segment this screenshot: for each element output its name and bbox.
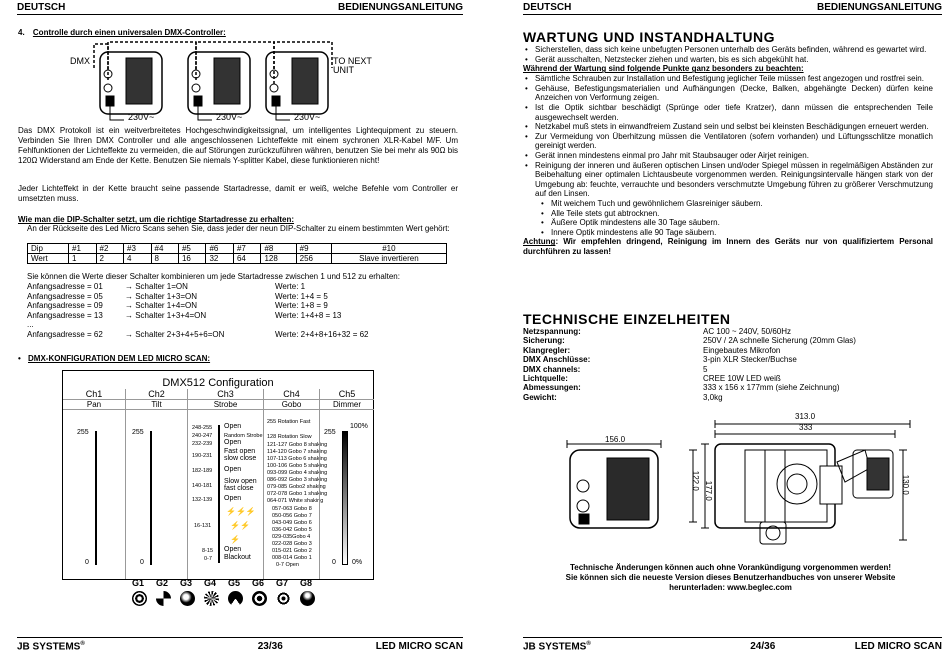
dimension-height-side: 130.0 — [900, 474, 910, 495]
maintenance-points — [523, 74, 933, 199]
table-row: Wert 1 2 4 8 16 32 64 128 256 Slave invertieren — [28, 254, 447, 264]
dimension-height: 177.0 — [703, 480, 713, 501]
gobo-1-icon — [132, 591, 147, 606]
footer-brand: JB SYSTEMS® — [17, 641, 85, 653]
list-item: • Zur Vermeidung von Überhitzung müssen die Ventilatoren (sofern vorhanden) und Lüftungsschlitze monatlich gereinigt werden. — [523, 132, 933, 151]
lightning-icon: ⚡⚡⚡ — [226, 507, 256, 516]
list-item: • Gehäuse, Befestigungsmaterialien und Aufhängungen (Decke, Balken, abgehängte Decken) dürfen keine Anzeichen von Verformung zeigen. — [523, 84, 933, 103]
dimension-illustration — [565, 410, 915, 555]
list-item: • Gerät innen mindestens einmal pro Jahr mit Staubsauger oder Airjet reinigen. — [523, 151, 933, 161]
gobo-5-icon — [228, 591, 243, 606]
dip-switch-table — [27, 243, 447, 264]
page-number: 23/36 — [257, 641, 283, 652]
page-header — [523, 2, 942, 15]
section-heading: 4. Controlle durch einen universalen DMX-Controller: — [18, 28, 226, 37]
list-item: • Sämtliche Schrauben zur Installation und Befestigung jeglicher Teile müssen fest angezogen und rostfrei sein. — [523, 74, 933, 84]
right-page — [475, 0, 950, 654]
tech-specs-table: Netzspannung: AC 100 ~ 240V, 50/60Hz Sicherung: 250V / 2A schnelle Sicherung (20mm Glas) Klangregler: Eingebautes Mikrofon DMX Anschlüsse: 3-pin XLR Stecker/Buchse DMX channels: 5 Lichtquelle: CREE 10W LED weiß Abmessungen: 333 x 156 x 177mm (siehe Zeichnung) Gewicht: 3,0kg — [523, 327, 856, 402]
list-item: • Äußere Optik mindestens alle 30 Tage säubern. — [523, 218, 933, 228]
maintenance-list — [523, 45, 933, 64]
dimmer-gradient-bar — [342, 431, 348, 565]
list-item: • Mit weichem Tuch und gewöhnlichem Glasreiniger säubern. — [523, 199, 933, 209]
channel-2-column: Ch2 Tilt 255 0 — [125, 389, 187, 579]
gobo-6-icon — [252, 591, 267, 606]
dmx-label: DMX — [70, 56, 90, 66]
footer-brand: JB SYSTEMS® — [523, 641, 591, 653]
dmx-configuration-chart — [62, 370, 374, 580]
dimension-height-inner: 122.0 — [690, 470, 700, 491]
combine-text: Sie können die Werte dieser Schalter kombinieren um jede Startadresse zwischen 1 und 512 zu erhalten: — [27, 272, 400, 281]
maintenance-title: WARTUNG UND INSTANDHALTUNG — [523, 29, 776, 45]
footer-product: LED MICRO SCAN — [854, 641, 942, 652]
next-unit-label-2: UNIT — [333, 65, 354, 75]
start-address-paragraph: Jeder Lichteffekt in der Kette braucht seine passende Startadresse, damit er weiß, welche Befehle vom Controller er umsetzten muss. — [18, 184, 458, 203]
gobo-7-icon — [276, 591, 291, 606]
list-item: • Ist die Optik sichtbar beschädigt (Sprünge oder tiefe Kratzer), dann müssen die entsprechenden Teile ausgewechselt werden. — [523, 103, 933, 122]
dmx-protocol-paragraph: Das DMX Protokoll ist ein weitverbreitetes Hochgeschwindigkeitssignal, um intelligentes Lightequipment zu steuern. Verbinden Sie Ihren DMX Controller und alle angeschlossenen Lichteffekte mit einem sychronen XLR-Kabel M/F. Um Fehlfunktionen der Lichteffekte zu vermeiden, die auf Störungen zurückzuführen währen, benutzen Sie bei mehr als 90Ω bis 120Ω Widerstand am Ende der Kette. Benutzen Sie niemals Y-splitter Kabel, diese funktionieren nicht! — [18, 126, 458, 165]
lightning-icon: ⚡⚡ — [230, 521, 250, 530]
dmx-config-heading: • DMX-KONFIGURATION DEM LED MICRO SCAN: — [18, 354, 211, 363]
channel-3-column: Ch3 Strobe 248-255 Open 240-247 Random Strobe 232-239 Open 190-231 Fast open slow close 182-189 Open 140-181 Slow open fast close 132-139 Open ⚡⚡⚡ 16-131 ⚡⚡ ⚡ 8-15 Open 0-7 Blackout — [187, 389, 263, 579]
header-language: DEUTSCH — [523, 2, 572, 13]
dip-heading: Wie man die DIP-Schalter setzt, um die richtige Startadresse zu erhalten: — [18, 215, 295, 224]
tech-specs-title: TECHNISCHE EINZELHEITEN — [523, 311, 731, 327]
voltage-label-2: 230V~ — [216, 112, 243, 122]
header-title: BEDIENUNGSANLEITUNG — [816, 2, 942, 13]
list-item: • Gerät ausschalten, Netzstecker ziehen und warten, bis es sich abgekühlt hat. — [523, 55, 933, 65]
voltage-label-1: 230V~ — [128, 112, 155, 122]
gobo-8-icon — [300, 591, 315, 606]
dimension-drawing — [565, 410, 915, 555]
page-number: 24/36 — [750, 641, 776, 652]
attention-note: Achtung: Wir empfehlen dringend, Reinigung im Innern des Geräts nur von qualifiziertem Personal durchführen zu lassen! — [523, 237, 933, 256]
channel-4-column: Ch4 Gobo 255 Rotation Fast 128 Rotation Slow 121-127 Gobo 8 shaking 114-120 Gobo 7 shaking 107-113 Gobo 6 shaking 100-106 Gobo 5 shaking 093-099 Gobo 4 shaking 086-092 Gobo 3 shaking 079-085 Gobo2 shaking 072-078 Gobo 1 shaking 064-071 White shaking 057-063 Gobo 8 050-056 Gobo 7 043-049 Gobo 6 036-042 Gobo 5 029-035Gobo 4 022-028 Gobo 3 015-021 Gobo 2 008-014 Gobo 1 0-7 Open — [263, 389, 319, 579]
lightning-icon: ⚡ — [230, 535, 240, 544]
gobo-4-icon — [204, 591, 219, 606]
list-item: • Innere Optik mindestens alle 90 Tage säubern. — [523, 228, 933, 238]
next-unit-label: TO NEXT — [333, 56, 372, 66]
address-examples: Anfangsadresse = 01 → Schalter 1=ON Werte: 1 Anfangsadresse = 05 → Schalter 1+3=ON Werte: 1+4 = 5 Anfangsadresse = 09 → Schalter 1+4=ON Werte: 1+8 = 9 Anfangsadresse = 13 → Schalter 1+3+4=ON Werte: 1+4+8 = 13 ... Anfangsadresse = 62 → Schalter 2+3+4+5+6=ON Werte: 2+4+8+16+32 = 62 — [27, 282, 369, 339]
page-header — [17, 2, 463, 15]
dip-intro: An der Rückseite des Led Micro Scans sehen Sie, dass jeder der neun DIP-Schalter zu einem bestimmten Wert gehört: — [27, 224, 450, 233]
section-title: Controlle durch einen universalen DMX-Controller: — [32, 28, 226, 37]
page-footer — [17, 637, 463, 653]
gobo-2-icon — [156, 591, 171, 606]
maintenance-subheading: Während der Wartung sind folgende Punkte ganz besonders zu beachten: — [523, 64, 804, 74]
header-language: DEUTSCH — [17, 2, 66, 13]
list-item: • Alle Teile stets gut abtrocknen. — [523, 209, 933, 219]
channel-5-column: Ch5 Dimmer 255 0 100% 0% — [319, 389, 374, 579]
list-item: • Sicherstellen, dass sich keine unbefugten Personen unterhalb des Geräts befinden, während es gewartet wird. — [523, 45, 933, 55]
header-title: BEDIENUNGSANLEITUNG — [337, 2, 463, 13]
list-item: • Reinigung der inneren und äußeren optischen Linsen und/oder Spiegel müssen in regelmäßigen Abständen zur Beibehaltung einer optimalen Lichtausbeute vorgenommen werden. Reinigungsintervalle hängen stark von der Umgebung ab: feuchte, verrauchte und besonders verschmutzte Umgebung führen zu größerer Verschmutzung auf den Linsen. — [523, 161, 933, 199]
page-footer — [523, 637, 942, 653]
table-row: Dip #1 #2 #3 #4 #5 #6 #7 #8 #9 #10 — [28, 244, 447, 254]
notice: Technische Änderungen können auch ohne Vorankündigung vorgenommen werden! Sie können sich die neueste Version dieses Benutzerhandbuches von unserer Website herunterladen: www.beglec.com — [565, 563, 896, 592]
channel-1-column: Ch1 Pan 255 0 — [63, 389, 125, 579]
dimension-total: 333 — [799, 423, 813, 432]
dmx-chain-diagram — [70, 40, 390, 125]
maintenance-section — [523, 45, 933, 256]
footer-product: LED MICRO SCAN — [375, 641, 463, 652]
gobo-3-icon — [180, 591, 195, 606]
gobo-legend: G1 G2 G3 G4 G5 G6 G7 G8 — [130, 578, 330, 610]
config-title: DMX512 Configuration — [162, 377, 274, 389]
dimension-length: 313.0 — [795, 412, 816, 421]
cleaning-sublist — [523, 199, 933, 237]
voltage-label-3: 230V~ — [294, 112, 321, 122]
list-item: • Netzkabel muß stets in einwandfreiem Zustand sein und selbst bei kleinsten Beschädigungen erneuert werden. — [523, 122, 933, 132]
dimension-width: 156.0 — [605, 435, 626, 444]
